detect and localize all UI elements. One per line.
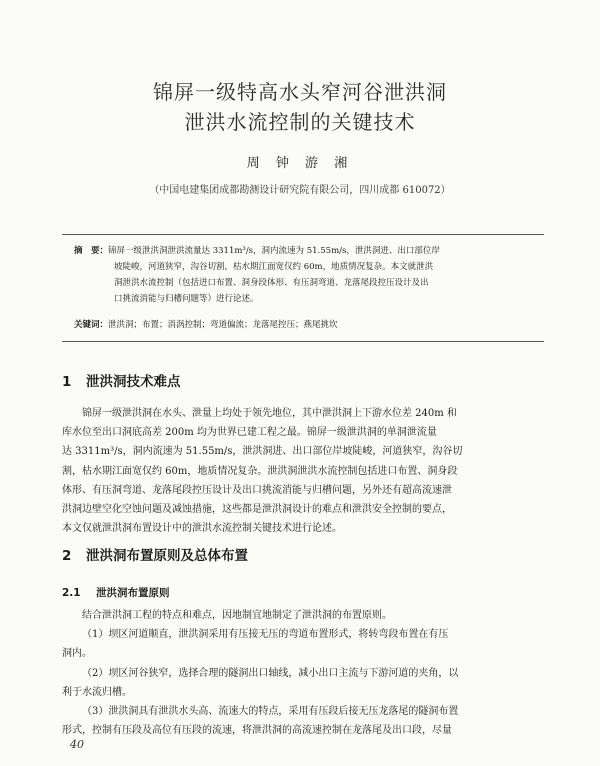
section-number: 1 [62, 374, 72, 390]
top-divider [62, 234, 544, 235]
keywords-block [74, 318, 544, 330]
abstract-line: 坡陡峻，河道狭窄，沟谷切割，枯水期江面宽仅约 60m，地质情况复杂。本文就泄洪 [114, 262, 434, 272]
paper-title-line1: 锦屏一级特高水头窄河谷泄洪洞 [153, 80, 447, 104]
author-names: 周 钟 游 湘 [246, 156, 354, 171]
subsection-2-1-heading [62, 585, 170, 600]
section-title: 泄洪洞技术难点 [86, 374, 181, 390]
section-number: 2 [62, 548, 72, 564]
keywords-label: 关键词： [74, 320, 109, 330]
body-line: （3）泄洪洞具有泄洪水头高、流速大的特点，采用有压段后接无压龙落尾的隧洞布置 [82, 706, 459, 718]
abstract-line: 洞泄洪水流控制（包括进口布置、洞身段体形、有压洞弯道、龙落尾段控压设计及出 [114, 278, 429, 288]
body-line: 洞内。 [62, 648, 92, 660]
bottom-divider [62, 341, 544, 342]
body-line: 形式，控制有压段及高位有压段的流速，将泄洪洞的高流速控制在龙落尾及出口段，尽量 [62, 725, 452, 737]
body-line: 结合泄洪洞工程的特点和难点，因地制宜地制定了泄洪洞的布置原则。 [82, 610, 392, 621]
body-line: 本文仅就泄洪洞布置设计中的泄洪水流控制关键技术进行论述。 [62, 523, 342, 535]
subsection-title: 泄洪洞布置原则 [96, 587, 170, 599]
abstract-block [74, 243, 544, 307]
body-line: 体形、有压洞弯道、龙落尾段控压设计及出口挑流消能与归槽问题，另外还有超高流速泄 [62, 484, 452, 496]
section-2-heading [62, 544, 248, 564]
subsection-number: 2.1 [62, 587, 81, 599]
body-line: （2）坝区河谷狭窄，选择合理的隧洞出口轴线，减小出口主流与下游河道的夹角，以 [82, 667, 459, 679]
abstract-line: 摘 要：锦屏一级泄洪洞泄洪流量达 3311m³/s，洞内流速为 51.55m/s，泄洪洞进、出口部位岸 [74, 246, 440, 256]
body-line: 锦屏一级泄洪洞在水头、泄量上均处于领先地位，其中泄洪洞上下游水位差 240m 和 [82, 408, 457, 419]
paper-title-line2: 泄洪水流控制的关键技术 [184, 110, 416, 134]
body-line: 库水位至出口洞底高差 200m 均为世界已建工程之最。锦屏一级泄洪洞的单洞泄流量 [62, 427, 437, 439]
author-affiliation: （中国电建集团成都勘测设计研究院有限公司，四川成都 610072） [149, 185, 451, 196]
page-number: 40 [70, 738, 84, 751]
body-line: （1）坝区河道顺直，泄洪洞采用有压接无压的弯道布置形式，将转弯段布置在有压 [82, 629, 449, 641]
body-line: 达 3311m³/s，洞内流速为 51.55m/s，泄洪洞进、出口部位岸坡陡峻，河道狭窄，沟谷切 [62, 446, 463, 458]
section-1-body [62, 404, 544, 538]
section-title: 泄洪洞布置原则及总体布置 [86, 548, 248, 564]
section-1-heading [62, 370, 181, 390]
body-line: 利于水流归槽。 [62, 686, 132, 698]
body-line: 洪洞边壁空化空蚀问题及减蚀措施，这些都是泄洪洞设计的难点和泄洪安全控制的要点， [62, 504, 452, 516]
abstract-label: 摘 要： [74, 246, 109, 256]
abstract-line: 口挑流消能与归槽问题等）进行论述。 [114, 294, 259, 304]
body-line: 割，枯水期江面宽仅约 60m，地质情况复杂。泄洪洞泄洪水流控制包括进口布置、洞身段 [62, 465, 458, 477]
keywords-text: 泄洪洞；布置；消涡控制；弯道偏流；龙落尾控压；燕尾挑坎 [108, 320, 338, 330]
section-2-body [62, 606, 544, 740]
